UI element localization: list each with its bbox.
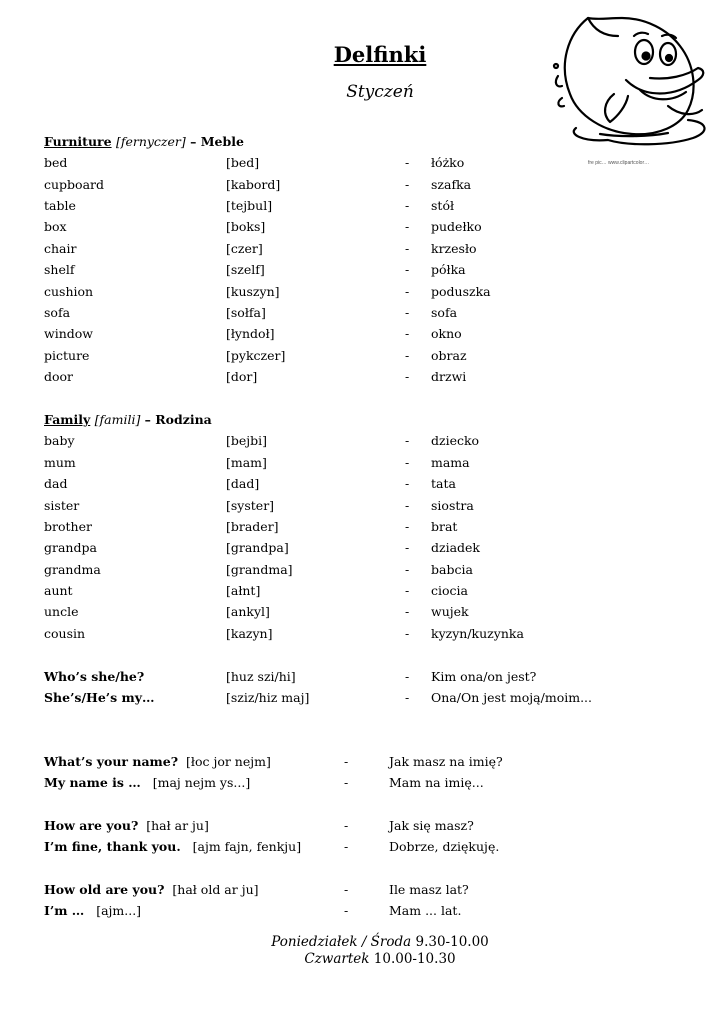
phrase-dash: - <box>344 818 349 833</box>
vocab-pl: tata <box>431 476 456 491</box>
phrase-pron: [hał old ar ju] <box>172 882 259 897</box>
phrase-row-fine <box>0 839 725 857</box>
vocab-row-baby <box>0 433 725 451</box>
phrase-dash: - <box>344 754 349 769</box>
vocab-pl: sofa <box>431 305 458 320</box>
vocab-pron: [tejbul] <box>226 198 273 213</box>
phrase-dash: - <box>344 775 349 790</box>
vocab-en: mum <box>44 455 76 470</box>
vocab-en: cupboard <box>44 177 105 192</box>
vocab-dash: - <box>405 284 410 299</box>
question-row-shes <box>0 690 725 708</box>
phrase-en: I’m fine, thank you. <box>44 839 181 854</box>
vocab-pron: [grandma] <box>226 562 293 577</box>
vocab-pron: [dor] <box>226 369 258 384</box>
vocab-dash: - <box>405 262 410 277</box>
vocab-dash: - <box>405 519 410 534</box>
logo-caption: fre pic… www.clipartcolor… <box>588 160 650 166</box>
vocab-en: baby <box>44 433 75 448</box>
vocab-pron: [łyndoł] <box>226 326 275 341</box>
phrase-row-name <box>0 754 725 772</box>
vocab-pron: [brader] <box>226 519 279 534</box>
schedule-line-2 <box>0 951 725 967</box>
vocab-pl: półka <box>431 262 466 277</box>
vocab-dash: - <box>405 326 410 341</box>
phrase-dash: - <box>344 839 349 854</box>
vocab-pl: ciocia <box>431 583 468 598</box>
vocab-pron: [ankyl] <box>226 604 270 619</box>
vocab-pl: brat <box>431 519 458 534</box>
vocab-row-box <box>0 219 725 237</box>
question-en: She’s/He’s my… <box>44 690 155 705</box>
vocab-pron: [syster] <box>226 498 275 513</box>
vocab-en: sofa <box>44 305 71 320</box>
phrase-pron: [ajm...] <box>96 903 142 918</box>
schedule-line-1 <box>0 934 725 950</box>
vocab-pron: [mam] <box>226 455 267 470</box>
vocab-pl: dziadek <box>431 540 481 555</box>
vocab-dash: - <box>405 348 410 363</box>
vocab-row-brother <box>0 519 725 537</box>
vocab-dash: - <box>405 562 410 577</box>
question-pron: [sziz/hiz maj] <box>226 690 310 705</box>
vocab-pron: [kuszyn] <box>226 284 280 299</box>
vocab-dash: - <box>405 540 410 555</box>
vocab-pron: [boks] <box>226 219 266 234</box>
vocab-dash: - <box>405 498 410 513</box>
phrase-pron: [hał ar ju] <box>146 818 209 833</box>
vocab-en: box <box>44 219 67 234</box>
phrase-row-how-old <box>0 882 725 900</box>
phrase-row-my-name <box>0 775 725 793</box>
vocab-pron: [sołfa] <box>226 305 266 320</box>
vocab-pl: siostra <box>431 498 474 513</box>
vocab-en: chair <box>44 241 77 256</box>
vocab-dash: - <box>405 583 410 598</box>
vocab-pron: [ałnt] <box>226 583 261 598</box>
phrase-en: I’m … <box>44 903 85 918</box>
vocab-row-cupboard <box>0 177 725 195</box>
vocab-pl: mama <box>431 455 470 470</box>
phrase-en: My name is … <box>44 775 141 790</box>
vocab-row-shelf <box>0 262 725 280</box>
schedule-time: 9.30-10.00 <box>411 934 489 950</box>
vocab-en: window <box>44 326 93 341</box>
family-heading-pron: [famili] <box>94 412 141 427</box>
vocab-dash: - <box>405 241 410 256</box>
family-heading <box>44 412 212 427</box>
vocab-dash: - <box>405 305 410 320</box>
phrase-pl: Ile masz lat? <box>389 882 469 897</box>
question-pron: [huz szi/hi] <box>226 669 296 684</box>
vocab-pl: babcia <box>431 562 473 577</box>
vocab-row-picture <box>0 348 725 366</box>
vocab-pl: szafka <box>431 177 472 192</box>
vocab-row-grandma <box>0 562 725 580</box>
vocab-en: aunt <box>44 583 73 598</box>
vocab-dash: - <box>405 455 410 470</box>
vocab-pl: obraz <box>431 348 467 363</box>
vocab-en: grandma <box>44 562 101 577</box>
vocab-pron: [bejbi] <box>226 433 268 448</box>
vocab-en: brother <box>44 519 92 534</box>
page-subtitle: Styczeń <box>346 82 414 102</box>
furniture-heading <box>44 134 244 149</box>
vocab-en: cushion <box>44 284 94 299</box>
vocab-pl: drzwi <box>431 369 467 384</box>
question-pl: Ona/On jest moją/moim... <box>431 690 592 705</box>
vocab-row-cushion <box>0 284 725 302</box>
page-title: Delfinki <box>333 42 427 67</box>
vocab-pron: [bed] <box>226 155 260 170</box>
schedule-time: 10.00-10.30 <box>369 951 456 967</box>
vocab-row-cousin <box>0 626 725 644</box>
vocab-row-table <box>0 198 725 216</box>
furniture-heading-en: Furniture <box>44 134 112 149</box>
phrase-row-im <box>0 903 725 921</box>
schedule-days: Poniedziałek / Środa <box>271 934 412 950</box>
vocab-row-uncle <box>0 604 725 622</box>
question-en: Who’s she/he? <box>44 669 145 684</box>
phrase-pron: [łoc jor nejm] <box>186 754 271 769</box>
vocab-pl: okno <box>431 326 462 341</box>
furniture-heading-pron: [fernyczer] <box>115 134 186 149</box>
vocab-dash: - <box>405 155 410 170</box>
vocab-pl: stół <box>431 198 455 213</box>
vocab-en: door <box>44 369 74 384</box>
family-heading-pl: – Rodzina <box>140 412 212 427</box>
vocab-pron: [czer] <box>226 241 263 256</box>
vocab-dash: - <box>405 369 410 384</box>
vocab-en: bed <box>44 155 68 170</box>
schedule-day: Czwartek <box>304 951 370 967</box>
phrase-pl: Dobrze, dziękuję. <box>389 839 500 854</box>
phrase-dash: - <box>344 882 349 897</box>
question-row-whos <box>0 669 725 687</box>
phrase-en: What’s your name? <box>44 754 179 769</box>
question-pl: Kim ona/on jest? <box>431 669 537 684</box>
vocab-row-aunt <box>0 583 725 601</box>
furniture-heading-pl: – Meble <box>185 134 244 149</box>
vocab-row-window <box>0 326 725 344</box>
phrase-pl: Mam na imię... <box>389 775 484 790</box>
vocab-row-chair <box>0 241 725 259</box>
vocab-dash: - <box>405 626 410 641</box>
vocab-dash: - <box>405 476 410 491</box>
phrase-pl: Jak się masz? <box>389 818 474 833</box>
vocab-row-grandpa <box>0 540 725 558</box>
vocab-pl: dziecko <box>431 433 480 448</box>
vocab-pl: poduszka <box>431 284 491 299</box>
vocab-dash: - <box>405 433 410 448</box>
phrase-en: How are you? <box>44 818 139 833</box>
phrase-pl: Jak masz na imię? <box>389 754 503 769</box>
vocab-row-mum <box>0 455 725 473</box>
vocab-pl: wujek <box>431 604 469 619</box>
vocab-dash: - <box>405 177 410 192</box>
question-dash: - <box>405 690 410 705</box>
vocab-row-sofa <box>0 305 725 323</box>
vocab-row-dad <box>0 476 725 494</box>
vocab-en: sister <box>44 498 80 513</box>
vocab-pron: [pykczer] <box>226 348 286 363</box>
vocab-row-sister <box>0 498 725 516</box>
dolphin-icon <box>548 6 716 168</box>
vocab-en: picture <box>44 348 90 363</box>
phrase-row-how-are <box>0 818 725 836</box>
vocab-en: cousin <box>44 626 86 641</box>
vocab-pl: łóżko <box>431 155 465 170</box>
vocab-en: grandpa <box>44 540 97 555</box>
vocab-en: uncle <box>44 604 79 619</box>
vocab-pl: krzesło <box>431 241 477 256</box>
vocab-row-bed <box>0 155 725 173</box>
vocab-dash: - <box>405 604 410 619</box>
vocab-en: table <box>44 198 76 213</box>
vocab-pron: [grandpa] <box>226 540 289 555</box>
vocab-dash: - <box>405 198 410 213</box>
vocab-en: shelf <box>44 262 75 277</box>
vocab-pron: [kazyn] <box>226 626 273 641</box>
vocab-pron: [dad] <box>226 476 260 491</box>
phrase-dash: - <box>344 903 349 918</box>
family-heading-en: Family <box>44 412 91 427</box>
phrase-en: How old are you? <box>44 882 165 897</box>
vocab-pron: [kabord] <box>226 177 281 192</box>
vocab-dash: - <box>405 219 410 234</box>
vocab-row-door <box>0 369 725 387</box>
phrase-pron: [ajm fajn, fenkju] <box>192 839 302 854</box>
vocab-pl: kyzyn/kuzynka <box>431 626 524 641</box>
phrase-pl: Mam ... lat. <box>389 903 462 918</box>
phrase-pron: [maj nejm ys...] <box>152 775 251 790</box>
vocab-pl: pudełko <box>431 219 482 234</box>
vocab-pron: [szelf] <box>226 262 265 277</box>
vocab-en: dad <box>44 476 68 491</box>
question-dash: - <box>405 669 410 684</box>
